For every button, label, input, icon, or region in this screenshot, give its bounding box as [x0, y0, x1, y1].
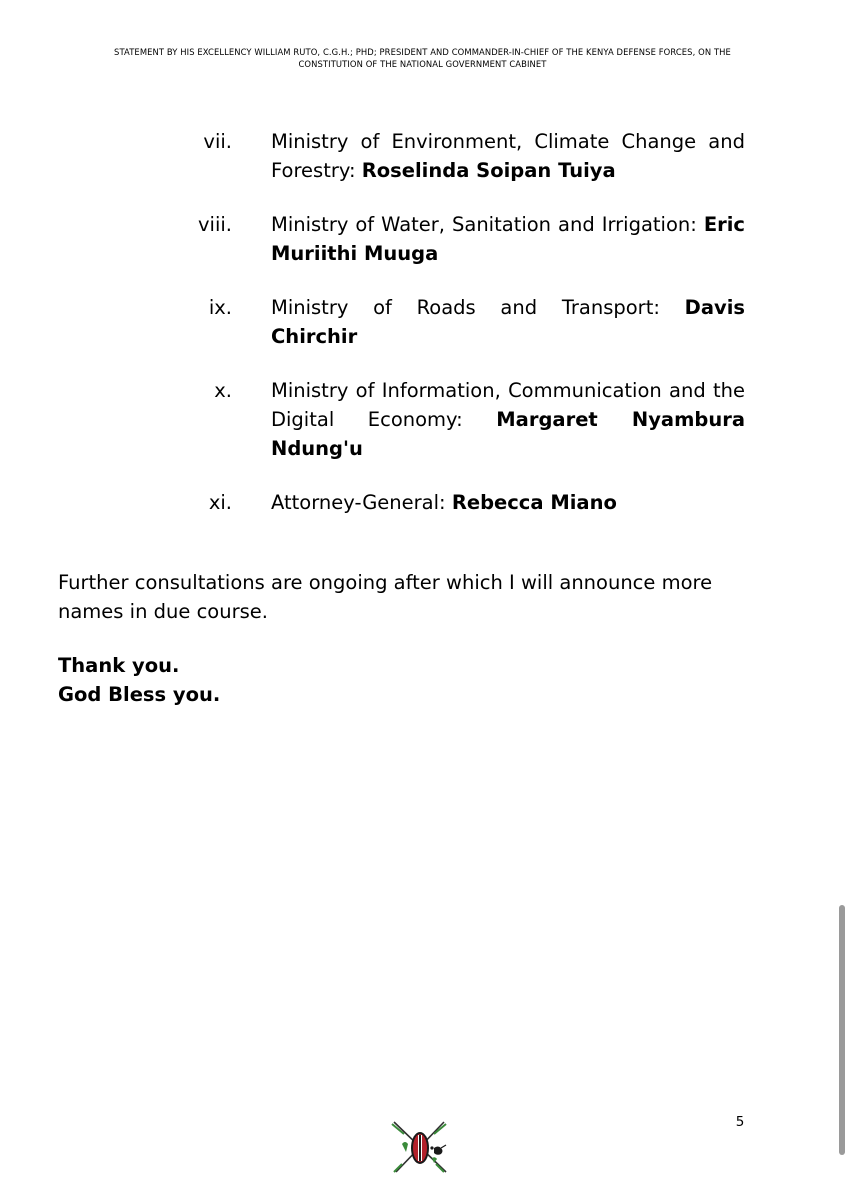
page-number: 5	[735, 1114, 745, 1130]
list-item-number: xi.	[208, 491, 232, 514]
consultation-paragraph: Further consultations are ongoing after which I will announce more names in due course.	[58, 571, 713, 623]
list-item-text	[271, 210, 745, 268]
list-item-number: vii.	[203, 130, 232, 153]
closing-remarks	[58, 651, 220, 709]
document-header	[60, 46, 785, 70]
header-line-1: STATEMENT BY HIS EXCELLENCY WILLIAM RUTO, C.G.H.; PHD; PRESIDENT AND COMMANDER-IN-CHIEF OF THE KENYA DEFENSE FORCES, ON THE	[114, 47, 731, 57]
nominee-name: Rebecca Miano	[451, 491, 617, 514]
list-item	[0, 127, 845, 185]
closing-thanks: Thank you.	[58, 654, 180, 677]
list-item	[0, 210, 845, 268]
cabinet-list	[0, 127, 845, 542]
nominee-name: Roselinda Soipan Tuiya	[361, 159, 616, 182]
kenya-coat-of-arms-icon	[386, 1118, 458, 1176]
list-item-number: ix.	[208, 296, 232, 319]
list-item	[0, 376, 845, 463]
list-item-text	[271, 127, 745, 185]
list-item-number: x.	[214, 379, 232, 402]
ministry-label: Ministry of Information, Communication and the Digital Economy:	[271, 379, 745, 431]
list-item-text	[271, 293, 745, 351]
nominee-name: Eric Muriithi Muuga	[271, 213, 745, 265]
ministry-label: Attorney-General:	[271, 491, 452, 514]
nominee-name: Davis Chirchir	[271, 296, 745, 348]
closing-blessing: God Bless you.	[58, 683, 221, 706]
ministry-label: Ministry of Water, Sanitation and Irrigation:	[271, 213, 704, 236]
ministry-label: Ministry of Environment, Climate Change and Forestry:	[271, 130, 745, 182]
list-item	[0, 293, 845, 351]
list-item	[0, 488, 845, 517]
header-line-2: CONSTITUTION OF THE NATIONAL GOVERNMENT CABINET	[298, 59, 547, 69]
list-item-text	[271, 376, 745, 463]
nominee-name: Margaret Nyambura Ndung'u	[271, 408, 745, 460]
list-item-number: viii.	[198, 213, 232, 236]
list-item-text	[271, 488, 745, 517]
ministry-label: Ministry of Roads and Transport:	[271, 296, 685, 319]
scrollbar[interactable]	[839, 905, 845, 1155]
